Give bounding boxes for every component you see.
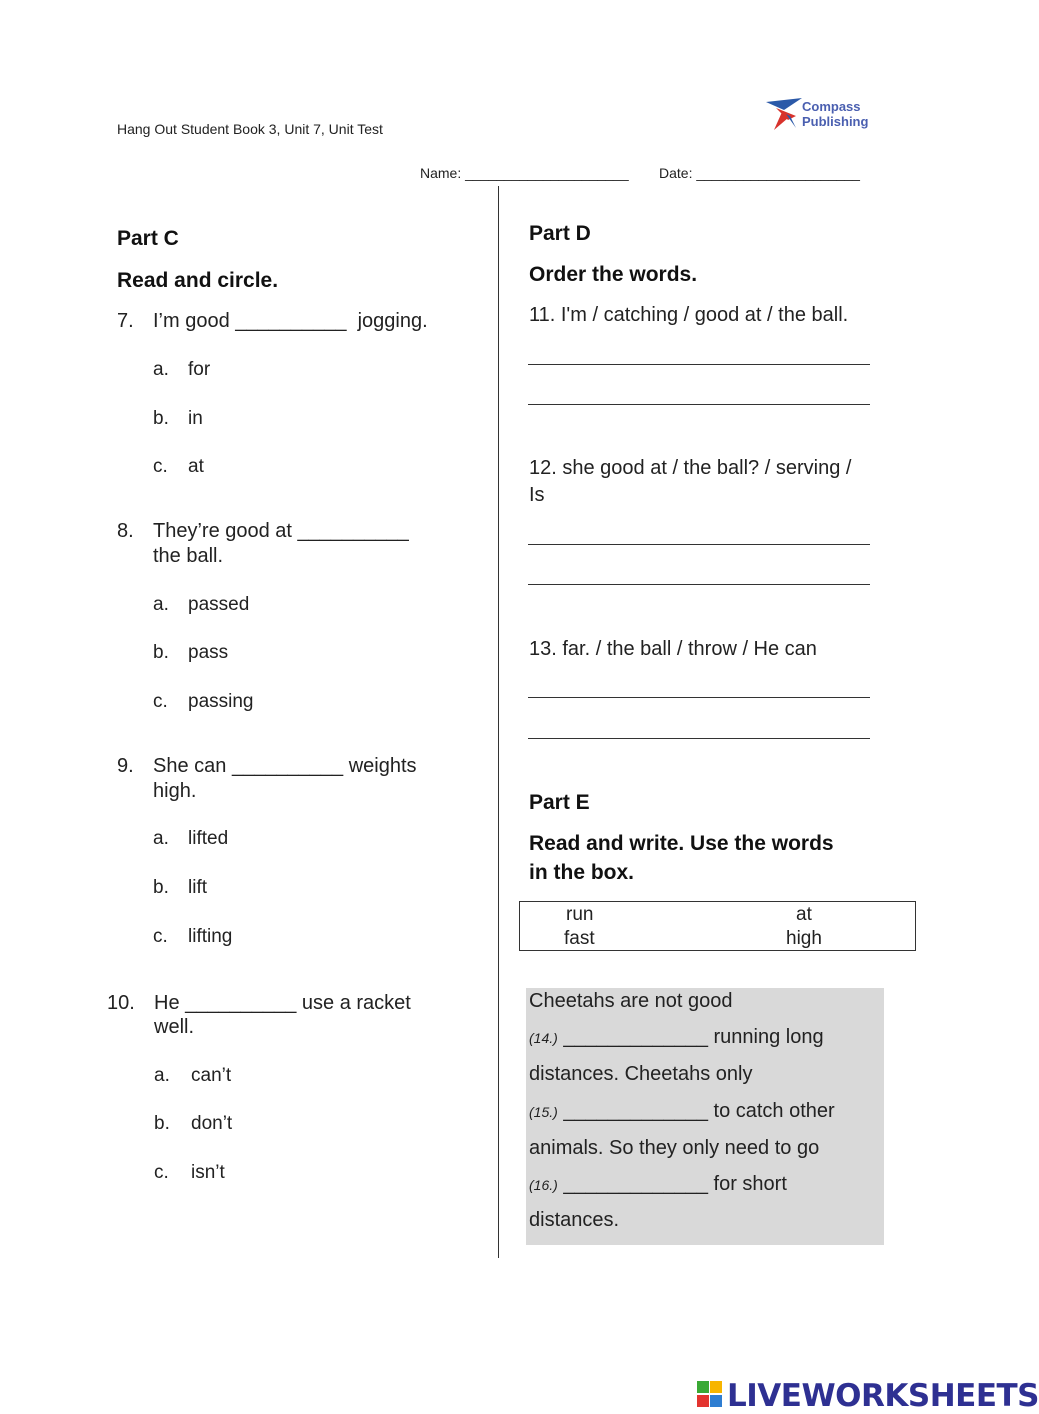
option-b[interactable]: don’t: [191, 1113, 233, 1134]
compass-publishing-logo: [756, 82, 882, 140]
name-field[interactable]: Name: _____________________: [420, 165, 629, 181]
question-text: She can __________ weights: [153, 755, 417, 777]
passage-line-14[interactable]: [529, 1026, 824, 1049]
passage-line-15[interactable]: [529, 1100, 835, 1123]
question-number: 10.: [107, 992, 135, 1014]
answer-line-12b[interactable]: [528, 584, 870, 585]
option-c[interactable]: lifting: [188, 926, 233, 947]
question-text-cont: well.: [154, 1016, 195, 1038]
blank-number-14: (14.): [529, 1030, 558, 1046]
passage-line: distances. Cheetahs only: [529, 1063, 753, 1085]
blank-number-15: (15.): [529, 1104, 558, 1120]
option-letter: b.: [154, 1113, 170, 1134]
question-text: He __________ use a racket: [154, 992, 411, 1014]
blank-14[interactable]: _____________ running long: [563, 1026, 824, 1048]
part-c-title: Part C: [117, 227, 179, 250]
answer-line-11a[interactable]: [528, 364, 870, 365]
logo-line-compass: Compass: [802, 99, 861, 114]
part-e-title: Part E: [529, 791, 590, 814]
reading-passage: [526, 988, 884, 1245]
option-letter: c.: [153, 926, 168, 947]
blank-15[interactable]: _____________ to catch other: [563, 1100, 835, 1122]
liveworksheets-brand: LIVEWORKSHEETS: [727, 1378, 1039, 1414]
column-divider: [498, 186, 499, 1258]
question-number: 9.: [117, 755, 134, 777]
option-a[interactable]: passed: [188, 594, 250, 615]
blank-16[interactable]: _____________ for short: [563, 1173, 787, 1195]
option-a[interactable]: can’t: [191, 1065, 232, 1086]
passage-line: Cheetahs are not good: [529, 990, 733, 1012]
option-b[interactable]: pass: [188, 642, 229, 663]
answer-line-13b[interactable]: [528, 738, 870, 739]
answer-line-13a[interactable]: [528, 697, 870, 698]
date-field[interactable]: Date: _____________________: [659, 165, 860, 181]
option-b[interactable]: lift: [188, 877, 207, 898]
option-letter: b.: [153, 408, 169, 429]
question-text-cont: the ball.: [153, 545, 224, 567]
question-12-cont: Is: [529, 484, 545, 506]
question-11: 11. I'm / catching / good at / the ball.: [529, 304, 849, 326]
option-letter: a.: [153, 359, 169, 380]
question-number: 7.: [117, 310, 134, 332]
passage-line: animals. So they only need to go: [529, 1137, 820, 1159]
word-box: [519, 901, 916, 951]
word-high: high: [786, 928, 822, 949]
part-e-instruction-cont: in the box.: [529, 861, 634, 884]
option-a[interactable]: for: [188, 359, 211, 380]
option-b[interactable]: in: [188, 408, 203, 429]
liveworksheets-icon: [697, 1381, 723, 1409]
part-e-instruction: Read and write. Use the words: [529, 832, 834, 855]
word-run: run: [566, 904, 594, 925]
answer-line-12a[interactable]: [528, 544, 870, 545]
question-text-cont: high.: [153, 780, 197, 802]
option-letter: b.: [153, 642, 169, 663]
word-at: at: [796, 904, 812, 925]
option-letter: a.: [154, 1065, 170, 1086]
question-number: 8.: [117, 520, 134, 542]
question-text: I’m good __________ jogging.: [153, 310, 428, 332]
passage-line: distances.: [529, 1209, 620, 1231]
logo-line-publishing: Publishing: [802, 114, 869, 129]
book-title: Hang Out Student Book 3, Unit 7, Unit Test: [117, 121, 383, 137]
passage-line-16[interactable]: [529, 1173, 787, 1196]
option-letter: a.: [153, 828, 169, 849]
option-c[interactable]: at: [188, 456, 204, 477]
part-c-instruction: Read and circle.: [117, 269, 279, 292]
answer-line-11b[interactable]: [528, 404, 870, 405]
option-c[interactable]: passing: [188, 691, 254, 712]
word-fast: fast: [564, 928, 595, 949]
option-letter: c.: [153, 691, 168, 712]
option-letter: c.: [154, 1162, 169, 1183]
question-13: 13. far. / the ball / throw / He can: [529, 638, 817, 660]
option-a[interactable]: lifted: [188, 828, 229, 849]
option-c[interactable]: isn’t: [191, 1162, 225, 1183]
option-letter: c.: [153, 456, 168, 477]
option-letter: b.: [153, 877, 169, 898]
question-12: 12. she good at / the ball? / serving /: [529, 457, 852, 479]
question-text: They’re good at __________: [153, 520, 409, 542]
part-d-title: Part D: [529, 222, 591, 245]
blank-number-16: (16.): [529, 1177, 558, 1193]
part-d-instruction: Order the words.: [529, 263, 698, 286]
option-letter: a.: [153, 594, 169, 615]
